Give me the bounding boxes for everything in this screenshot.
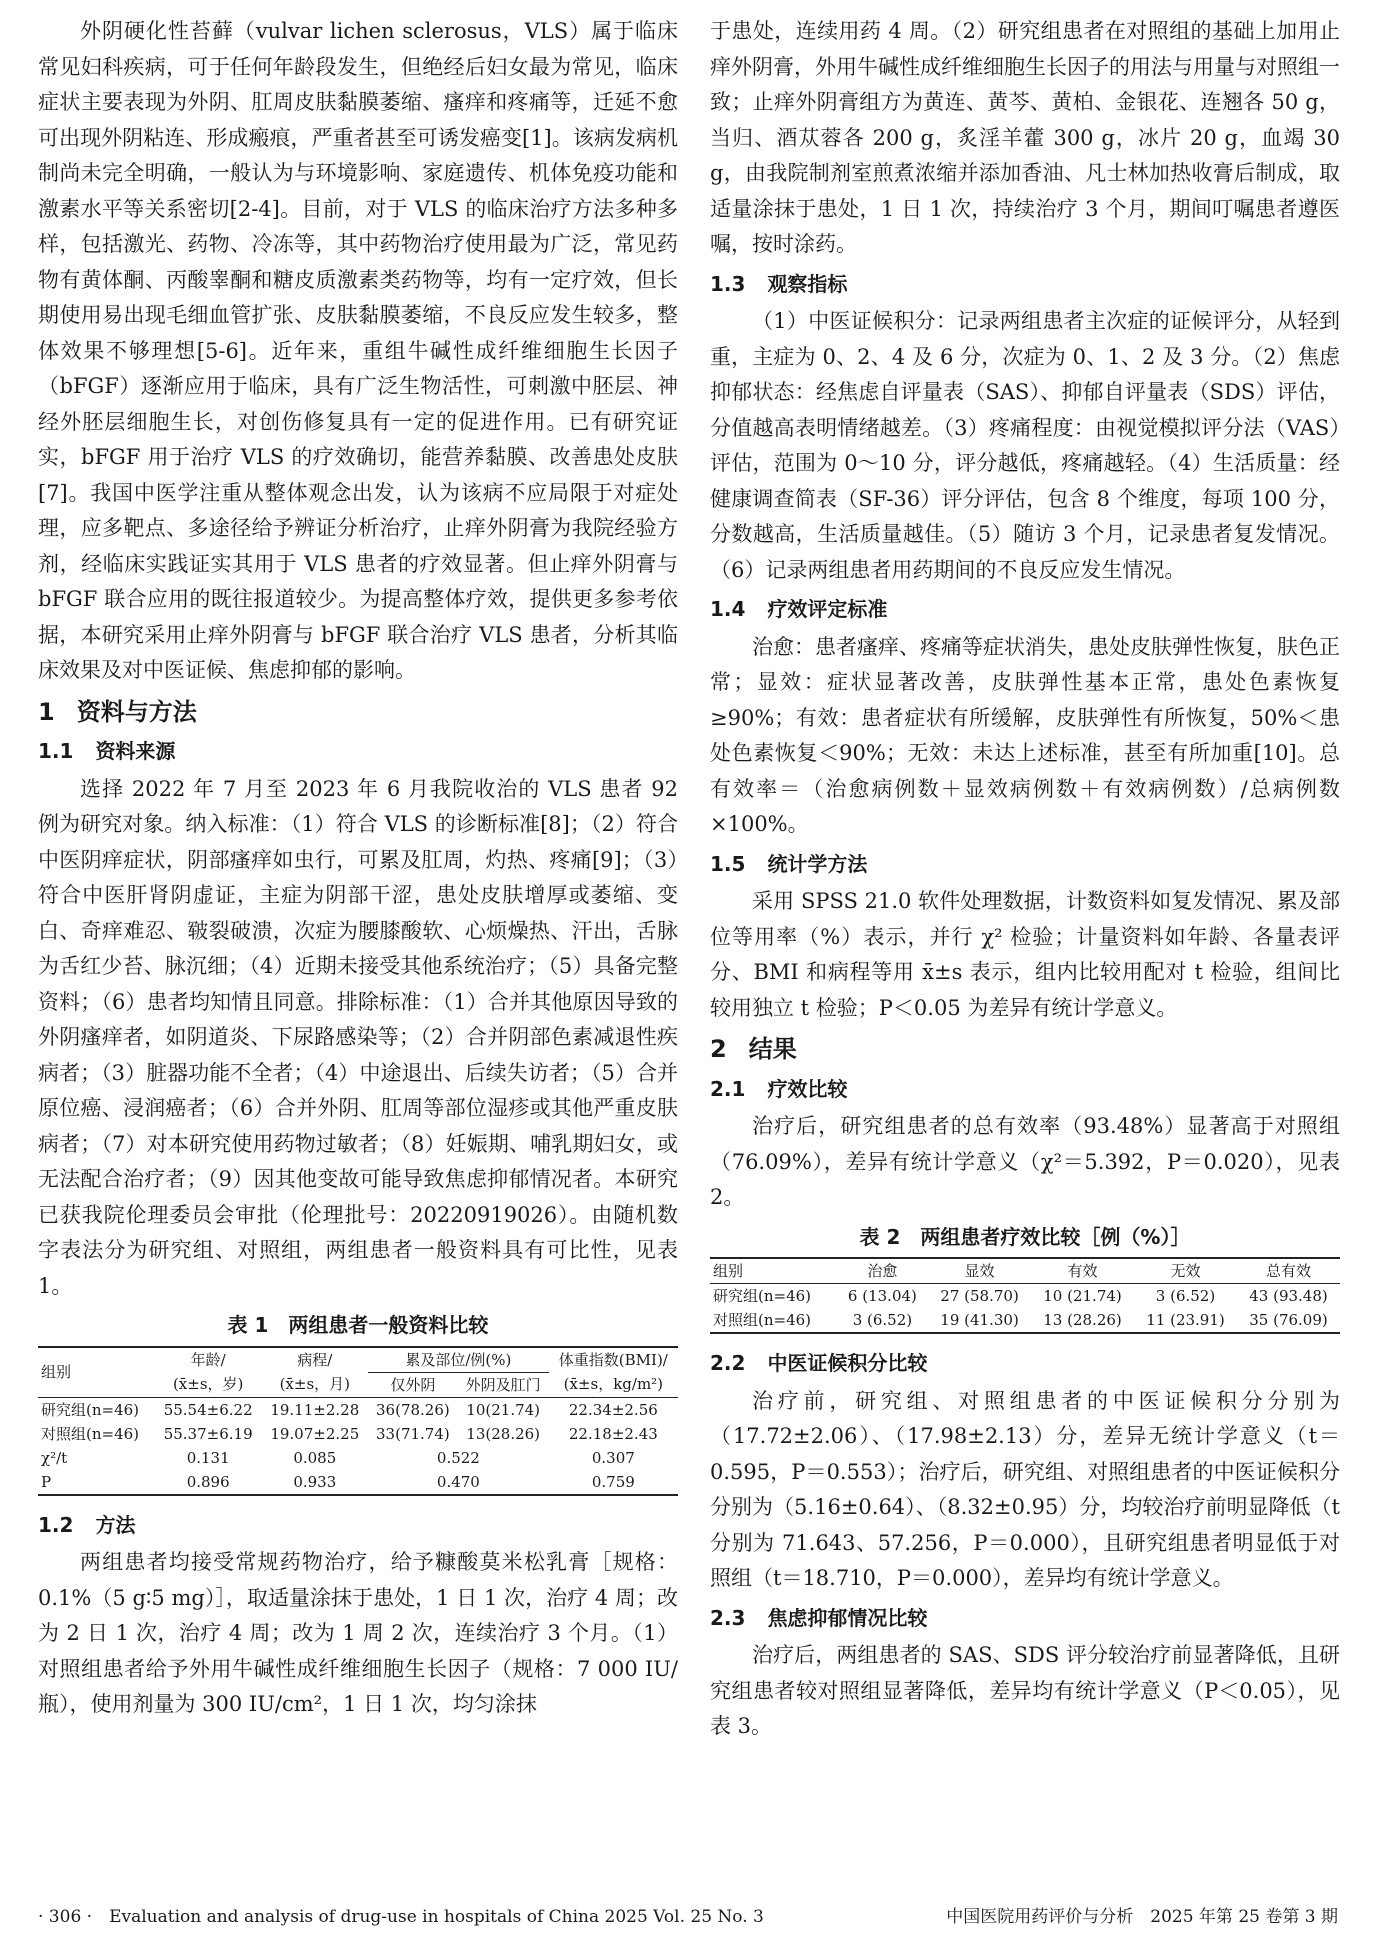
observation-paragraph: （1）中医证候积分：记录两组患者主次症的证候评分，从轻到重，主症为 0、2、4 及 6 分，次症为 0、1、2 及 3 分。（2）焦虑抑郁状态：经焦虑自评量表（SAS）、抑郁自评量表（SDS）评估，分值越高表明情绪越差。（3）疼痛程度：由视觉模拟评分法（VAS）评估，范围为 0～10 分，评分越低，疼痛越轻。（4）生活质量：经健康调查简表（SF-36）评分评估，包含 8 个维度，每项 100 分，分数越高，生活质量越佳。（5）随访 3 个月，记录患者复发情况。（6）记录两组患者用药期间的不良反应发生情况。	[710, 309, 1340, 582]
subsection-heading-2-1: 2.1 疗效比较	[710, 1076, 848, 1101]
table2-header-effective: 有效	[1031, 1258, 1134, 1284]
subsection-heading-1-2: 1.2 方法	[38, 1512, 136, 1537]
anxiety-depression-paragraph: 治疗后，两组患者的 SAS、SDS 评分较治疗前显著降低，且研究组患者较对照组显著降低，差异均有统计学意义（P＜0.05），见表 3。	[710, 1643, 1340, 1738]
statistics-paragraph: 采用 SPSS 21.0 软件处理数据，计数资料如复发情况、累及部位等用率（%）表示，并行 χ² 检验；计量资料如年龄、各量表评分、BMI 和病程等用 x̄±s 表示，组内比较用配对 t 检验，组间比较用独立 t 检验；P＜0.05 为差异有统计学意义。	[710, 889, 1340, 1020]
efficacy-result-paragraph: 治疗后，研究组患者的总有效率（93.48%）显著高于对照组（76.09%），差异有统计学意义（χ²＝5.392，P＝0.020），见表 2。	[710, 1114, 1340, 1209]
table-row: χ²/t 0.131 0.085 0.522 0.307	[41, 1448, 635, 1467]
table1-header-age: 年龄/	[190, 1350, 226, 1369]
method-continued-paragraph: 于患处，连续用药 4 周。（2）研究组患者在对照组的基础上加用止痒外阴膏，外用牛碱性成纤维细胞生长因子的用法与用量与对照组一致；止痒外阴膏组方为黄连、黄芩、黄柏、金银花、连翘各 50 g，当归、酒苁蓉各 200 g，炙淫羊藿 300 g，冰片 20 g，血竭 30 g，由我院制剂室煎煮浓缩并添加香油、凡士林加热收膏后制成，取适量涂抹于患处，1 日 1 次，持续治疗 3 个月，期间叮嘱患者遵医嘱，按时涂药。	[710, 19, 1340, 256]
efficacy-criteria-paragraph: 治愈：患者瘙痒、疼痛等症状消失，患处皮肤弹性恢复，肤色正常；显效：症状显著改善，皮肤弹性基本正常，患处色素恢复≥90%；有效：患者症状有所缓解，皮肤弹性有所恢复，50%＜患处色素恢复＜90%；无效：未达上述标准，甚至有所加重[10]。总有效率＝（治愈病例数＋显效病例数＋有效病例数）/总病例数×100%。	[710, 634, 1340, 836]
table-row: 对照组(n=46) 3 (6.52) 19 (41.30) 13 (28.26) 11 (23.91) 35 (76.09)	[713, 1311, 1328, 1329]
table1-header-site: 累及部位/例(%)	[368, 1347, 549, 1373]
table2-header-total: 总有效	[1237, 1258, 1340, 1284]
tcm-score-paragraph: 治疗前，研究组、对照组患者的中医证候积分分别为（17.72±2.06）、（17.98±2.13）分，差异无统计学意义（t＝0.595，P＝0.553）；治疗后，研究组、对照组患者的中医证候积分分别为（5.16±0.64）、（8.32±0.95）分，均较治疗前明显降低（t 分别为 71.643、57.256，P＝0.000），且研究组患者明显低于对照组（t＝18.710，P＝0.000），差异均有统计学意义。	[710, 1388, 1340, 1590]
table1	[38, 1346, 678, 1496]
subsection-heading-2-3: 2.3 焦虑抑郁情况比较	[710, 1605, 928, 1630]
table-row: P 0.896 0.933 0.470 0.759	[41, 1472, 635, 1491]
method-paragraph: 两组患者均接受常规药物治疗，给予糠酸莫米松乳膏［规格：0.1%（5 g∶5 mg）］，取适量涂抹于患处，1 日 1 次，治疗 4 周；改为 2 日 1 次，治疗 4 周；改为 1 周 2 次，连续治疗 3 个月。（1）对照组患者给予外用牛碱性成纤维细胞生长因子（规格：7 000 IU/瓶），使用剂量为 300 IU/cm²，1 日 1 次，均匀涂抹	[38, 1550, 678, 1716]
table1-caption: 表 1 两组患者一般资料比较	[227, 1313, 489, 1337]
table1-header-bmi: 体重指数(BMI)/	[558, 1350, 668, 1369]
table2-header-marked: 显效	[928, 1258, 1031, 1284]
table-row: 对照组(n=46) 55.37±6.19 19.07±2.25 33(71.74) 13(28.26) 22.18±2.43	[41, 1424, 658, 1443]
section-heading-1: 1 资料与方法	[38, 697, 197, 726]
table1-header-group: 组别	[38, 1347, 155, 1398]
table-row: 研究组(n=46) 6 (13.04) 27 (58.70) 10 (21.74) 3 (6.52) 43 (93.48)	[713, 1287, 1328, 1305]
table1-header-course-unit: (x̄±s，月)	[261, 1372, 368, 1397]
left-column	[38, 14, 678, 1723]
subsection-heading-2-2: 2.2 中医证候积分比较	[710, 1351, 928, 1375]
footer-left: · 306 · Evaluation and analysis of drug-use in hospitals of China 2025 Vol. 25 No. 3	[38, 1907, 764, 1927]
subsection-heading-1-5: 1.5 统计学方法	[710, 851, 868, 876]
table1-header-course: 病程/	[297, 1350, 333, 1369]
subsection-heading-1-1: 1.1 资料来源	[38, 739, 176, 763]
footer-right: 中国医院用药评价与分析 2025 年第 25 卷第 3 期	[946, 1907, 1338, 1927]
intro-paragraph: 外阴硬化性苔藓（vulvar lichen sclerosus，VLS）属于临床常见妇科疾病，可于任何年龄段发生，但绝经后妇女最为常见，临床症状主要表现为外阴、肛周皮肤黏膜萎缩、瘙痒和疼痛等，迁延不愈可出现外阴粘连、形成瘢痕，严重者甚至可诱发癌变[1]。该病发病机制尚未完全明确，一般认为与环境影响、家庭遗传、机体免疫功能和激素水平等关系密切[2-4]。目前，对于 VLS 的临床治疗方法多种多样，包括激光、药物、冷冻等，其中药物治疗使用最为广泛，常见药物有黄体酮、丙酸睾酮和糖皮质激素类药物等，均有一定疗效，但长期使用易出现毛细血管扩张、皮肤黏膜萎缩，不良反应发生较多，整体效果不够理想[5-6]。近年来，重组牛碱性成纤维细胞生长因子（bFGF）逐渐应用于临床，具有广泛生物活性，可刺激中胚层、神经外胚层细胞生长，对创伤修复具有一定的促进作用。已有研究证实，bFGF 用于治疗 VLS 的疗效确切，能营养黏膜、改善患处皮肤[7]。我国中医学注重从整体观念出发，认为该病不应局限于对症处理，应多靶点、多途径给予辨证分析治疗，止痒外阴膏为我院经验方剂，经临床实践证实其用于 VLS 患者的疗效显著。但止痒外阴膏与 bFGF 联合应用的既往报道较少。为提高整体疗效，提供更多参考依据，本研究采用止痒外阴膏与 bFGF 联合治疗 VLS 患者，分析其临床效果及对中医证候、焦虑抑郁的影响。	[38, 19, 678, 682]
section-heading-2: 2 结果	[710, 1035, 797, 1063]
table2	[710, 1257, 1340, 1334]
subsection-heading-1-4: 1.4 疗效评定标准	[710, 597, 888, 621]
table1-header-site-a: 仅外阴	[368, 1372, 458, 1397]
table1-header-bmi-unit: (x̄±s，kg/m²)	[549, 1372, 678, 1397]
subsection-heading-1-3: 1.3 观察指标	[710, 271, 848, 296]
table2-header-ineffective: 无效	[1134, 1258, 1237, 1284]
data-source-paragraph: 选择 2022 年 7 月至 2023 年 6 月我院收治的 VLS 患者 92 例为研究对象。纳入标准：（1）符合 VLS 的诊断标准[8]；（2）符合中医阴痒症状，阴部瘙痒如虫行，可累及肛周，灼热、疼痛[9]；（3）符合中医肝肾阴虚证，主症为阴部干涩，患处皮肤增厚或萎缩、变白、奇痒难忍、皲裂破溃，次症为腰膝酸软、心烦燥热、汗出，舌脉为舌红少苔、脉沉细；（4）近期未接受其他系统治疗；（5）具备完整资料；（6）患者均知情且同意。排除标准：（1）合并其他原因导致的外阴瘙痒者，如阴道炎、下尿路感染等；（2）合并阴部色素减退性疾病者；（3）脏器功能不全者；（4）中途退出、后续失访者；（5）合并原位癌、浸润癌者；（6）合并外阴、肛周等部位湿疹或其他严重皮肤病者；（7）对本研究使用药物过敏者；（8）妊娠期、哺乳期妇女，或无法配合治疗者；（9）因其他变故可能导致焦虑抑郁情况者。本研究已获我院伦理委员会审批（伦理批号：20220919026）。由随机数字表法分为研究组、对照组，两组患者一般资料具有可比性，见表 1。	[38, 776, 678, 1298]
table2-header-cured: 治愈	[837, 1258, 928, 1284]
right-column	[710, 14, 1340, 1745]
table2-caption: 表 2 两组患者疗效比较［例（%）］	[859, 1224, 1191, 1249]
table2-header-group: 组别	[710, 1258, 837, 1284]
table-row: 研究组(n=46) 55.54±6.22 19.11±2.28 36(78.26) 10(21.74) 22.34±2.56	[41, 1400, 658, 1419]
table1-header-age-unit: (x̄±s，岁)	[155, 1372, 262, 1397]
table1-header-site-b: 外阴及肛门	[458, 1372, 549, 1397]
